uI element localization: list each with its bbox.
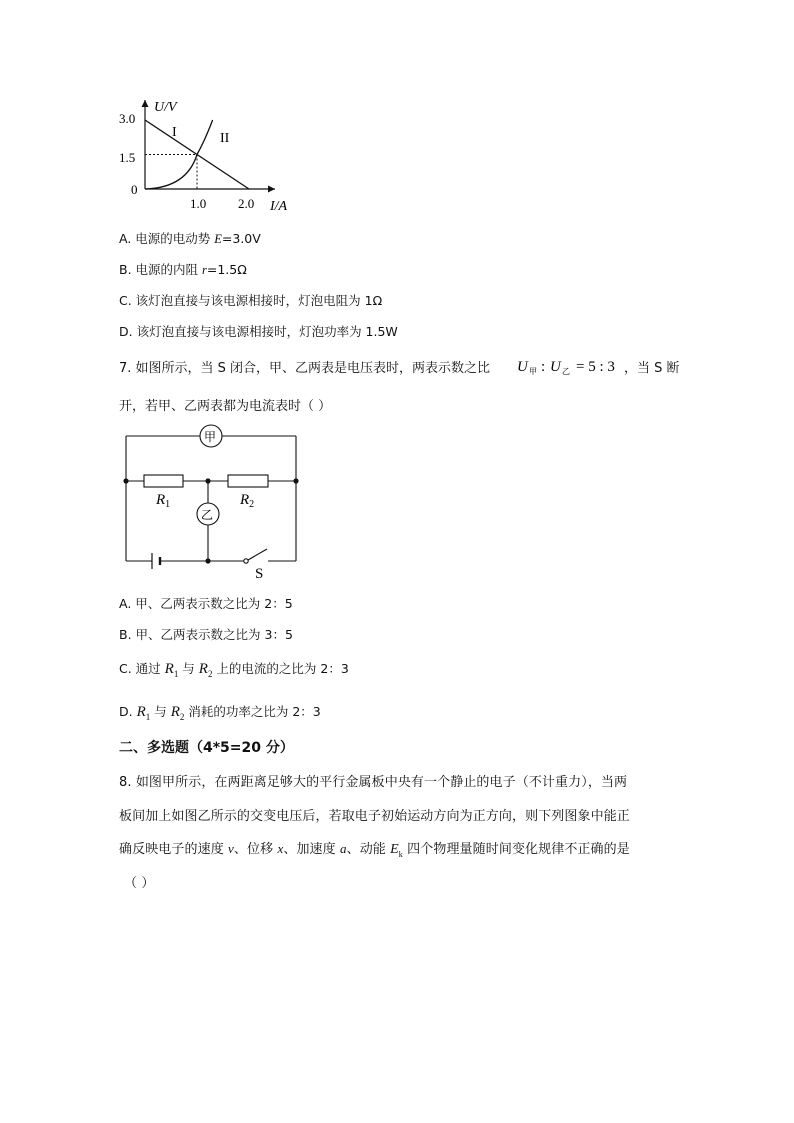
q7-option-b[interactable]: B. 甲、乙两表示数之比为 3：5: [119, 627, 293, 642]
q6-option-b-var: r: [202, 263, 207, 277]
q8-stem-line3: [119, 838, 630, 859]
switch-label: S: [255, 566, 264, 582]
svg-text:甲: 甲: [529, 367, 537, 376]
q8-line3-pre: 确反映电子的速度: [119, 842, 229, 857]
q8-var-a: a: [339, 841, 347, 856]
svg-text:U: U: [550, 359, 561, 375]
junction-dot: [205, 558, 210, 563]
y-tick-0: 0: [131, 182, 138, 197]
q7-stem-post: ，当 S 断: [624, 361, 680, 376]
q6-option-a[interactable]: [119, 229, 261, 247]
q6-option-d[interactable]: D. 该灯泡直接与该电源相接时，灯泡功率为 1.5W: [119, 324, 398, 339]
r1-label: $R_1$: [156, 492, 171, 510]
ui-graph: [110, 92, 310, 217]
q8-stem-line1: 8. 如图甲所示，在两距离足够大的平行金属板中央有一个静止的电子（不计重力），当两: [119, 775, 628, 790]
q7-option-d-mid: 与: [150, 704, 171, 719]
q7-option-d-pre: D.: [119, 704, 137, 719]
q6-option-b-pre: B. 电源的内阻: [119, 262, 202, 277]
q8-var-ek: $E_k$: [390, 842, 403, 859]
x-tick-1: 1.0: [190, 196, 207, 211]
q7-option-a[interactable]: A. 甲、乙两表示数之比为 2：5: [119, 596, 293, 611]
q8-stem-line2: 板间加上如图乙所示的交变电压后，若取电子初始运动方向为正方向，则下列图象中能正: [119, 809, 630, 824]
q7-option-c-pre: C. 通过: [119, 661, 165, 676]
resistor-r1: [144, 475, 183, 487]
q7-stem-pre: 7. 如图所示，当 S 闭合，甲、乙两表是电压表时，两表示数之比: [119, 361, 491, 376]
q7-option-c-mid: 与: [178, 661, 199, 676]
q8-var-x: x: [277, 841, 284, 856]
q7-option-d[interactable]: [119, 702, 321, 722]
q6-option-a-var: E: [214, 232, 222, 246]
q7-stem-line2: 开，若甲、乙两表都为电流表时（ ）: [119, 399, 332, 414]
q7-option-c[interactable]: [119, 659, 349, 679]
q6-option-a-pre: A. 电源的电动势: [119, 231, 215, 246]
x-axis-label: I/A: [270, 199, 288, 214]
q8-line3-b: 、加速度: [283, 842, 340, 857]
q8-answer-paren: （ ）: [124, 876, 155, 891]
q7-stem-line1: [119, 357, 490, 376]
q6-option-c[interactable]: C. 该灯泡直接与该电源相接时，灯泡电阻为 1Ω: [119, 293, 383, 308]
q6-option-b-post: =1.5Ω: [206, 262, 247, 277]
resistor-r2: [228, 475, 268, 487]
switch-icon: [248, 549, 267, 560]
meter-jia-label: 甲: [204, 430, 217, 444]
y-tick-1-5: 1.5: [119, 150, 136, 165]
curve-label-II: II: [220, 131, 230, 146]
q6-option-a-post: =3.0V: [221, 231, 261, 246]
meter-yi-label: 乙: [201, 508, 214, 522]
q8-var-v: v: [228, 841, 234, 856]
section-title: 二、多选题（4*5=20 分）: [119, 740, 294, 756]
q7-option-c-r1: $R_1$: [164, 661, 179, 679]
svg-text::: :: [541, 359, 546, 375]
svg-text:乙: 乙: [562, 367, 570, 376]
y-tick-3: 3.0: [119, 111, 136, 126]
curve-label-I: I: [172, 125, 177, 140]
q8-line3-a: 、位移: [233, 842, 278, 857]
y-axis-label: U/V: [154, 100, 177, 115]
q7-option-c-post: 上的电流的之比为 2：3: [212, 661, 349, 676]
q7-option-d-r1: $R_1$: [136, 704, 151, 722]
svg-text:U: U: [517, 359, 528, 375]
q6-option-b[interactable]: [119, 260, 247, 278]
q8-line3-post: 四个物理量随时间变化规律不正确的是: [402, 842, 630, 857]
q7-circuit-diagram: [118, 420, 308, 582]
junction-dot: [293, 478, 298, 483]
q7-option-d-post: 消耗的功率之比为 2：3: [184, 704, 321, 719]
q7-option-c-r2: $R_2$: [198, 661, 213, 679]
junction-dot: [205, 478, 210, 483]
q7-option-d-r2: $R_2$: [170, 704, 185, 722]
q8-line3-c: 、动能: [346, 842, 391, 857]
junction-dot: [123, 478, 128, 483]
r2-label: $R_2$: [240, 492, 255, 510]
x-tick-2: 2.0: [238, 196, 255, 211]
svg-text:= 5 : 3: = 5 : 3: [576, 359, 615, 375]
